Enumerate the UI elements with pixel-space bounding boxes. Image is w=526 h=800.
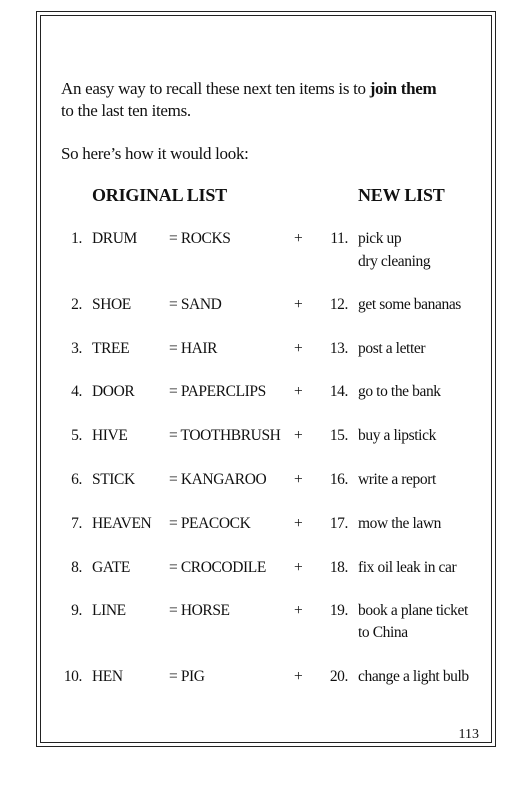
link-item: = HORSE: [169, 602, 230, 619]
lead-sentence: So here’s how it would look:: [61, 144, 249, 163]
new-item: get some bananas: [358, 296, 461, 313]
original-item: HEN: [92, 668, 123, 685]
original-item: TREE: [92, 340, 130, 357]
original-list-heading: ORIGINAL LIST: [92, 185, 227, 205]
row-number: 3.: [71, 340, 82, 357]
new-row-number: 11.: [330, 230, 348, 247]
new-row-number: 19.: [329, 602, 348, 619]
new-item: mow the lawn: [358, 515, 442, 532]
new-row-number: 14.: [329, 383, 348, 400]
plus-sign: +: [294, 230, 303, 247]
link-item: = CROCODILE: [169, 559, 266, 576]
original-item: GATE: [92, 559, 131, 576]
link-item: = PEACOCK: [169, 515, 251, 532]
new-item: fix oil leak in car: [358, 559, 457, 576]
original-item: LINE: [92, 602, 126, 619]
plus-sign: +: [294, 559, 303, 576]
plus-sign: +: [294, 471, 303, 488]
link-item: = PAPERCLIPS: [169, 383, 266, 400]
link-item: = TOOTHBRUSH: [169, 427, 281, 444]
row-number: 5.: [71, 427, 82, 444]
new-item: buy a lipstick: [358, 427, 436, 444]
row-number: 4.: [71, 383, 82, 400]
link-item: = PIG: [169, 668, 205, 685]
new-item: go to the bank: [358, 383, 441, 400]
row-number: 7.: [71, 515, 82, 532]
row-number: 2.: [71, 296, 82, 313]
row-number: 6.: [71, 471, 82, 488]
new-row-number: 17.: [329, 515, 348, 532]
row-number: 9.: [71, 602, 82, 619]
new-row-number: 18.: [329, 559, 348, 576]
new-item-continued: dry cleaning: [358, 253, 431, 270]
original-item: STICK: [92, 471, 135, 488]
row-number: 1.: [71, 230, 82, 247]
page-number: 113: [458, 727, 479, 742]
link-item: = SAND: [169, 296, 222, 313]
new-row-number: 12.: [329, 296, 348, 313]
plus-sign: +: [294, 427, 303, 444]
intro-paragraph: [61, 78, 436, 122]
row-number: 8.: [71, 559, 82, 576]
page-border-inner: [40, 15, 492, 743]
new-row-number: 15.: [329, 427, 348, 444]
link-item: = KANGAROO: [169, 471, 267, 488]
original-item: DRUM: [92, 230, 137, 247]
plus-sign: +: [294, 383, 303, 400]
plus-sign: +: [294, 515, 303, 532]
original-item: HEAVEN: [92, 515, 152, 532]
new-list-heading: NEW LIST: [358, 185, 445, 205]
intro-line2-text: to the last ten items.: [61, 101, 191, 120]
new-row-number: 13.: [329, 340, 348, 357]
new-item: pick up: [358, 230, 402, 247]
link-item: = HAIR: [169, 340, 218, 357]
intro-line1-text: An easy way to recall these next ten items is to: [61, 79, 370, 98]
plus-sign: +: [294, 340, 303, 357]
plus-sign: +: [294, 296, 303, 313]
plus-sign: +: [294, 602, 303, 619]
original-item: DOOR: [92, 383, 135, 400]
intro-emphasis: join them: [369, 79, 437, 98]
original-item: SHOE: [92, 296, 131, 313]
new-row-number: 16.: [329, 471, 348, 488]
new-item-continued: to China: [358, 624, 408, 641]
new-item: post a letter: [358, 340, 426, 357]
plus-sign: +: [294, 668, 303, 685]
link-item: = ROCKS: [169, 230, 231, 247]
new-item: book a plane ticket: [358, 602, 468, 619]
new-row-number: 20.: [329, 668, 348, 685]
row-number: 10.: [63, 668, 82, 685]
original-item: HIVE: [92, 427, 128, 444]
new-item: change a light bulb: [358, 668, 469, 685]
new-item: write a report: [358, 471, 436, 488]
